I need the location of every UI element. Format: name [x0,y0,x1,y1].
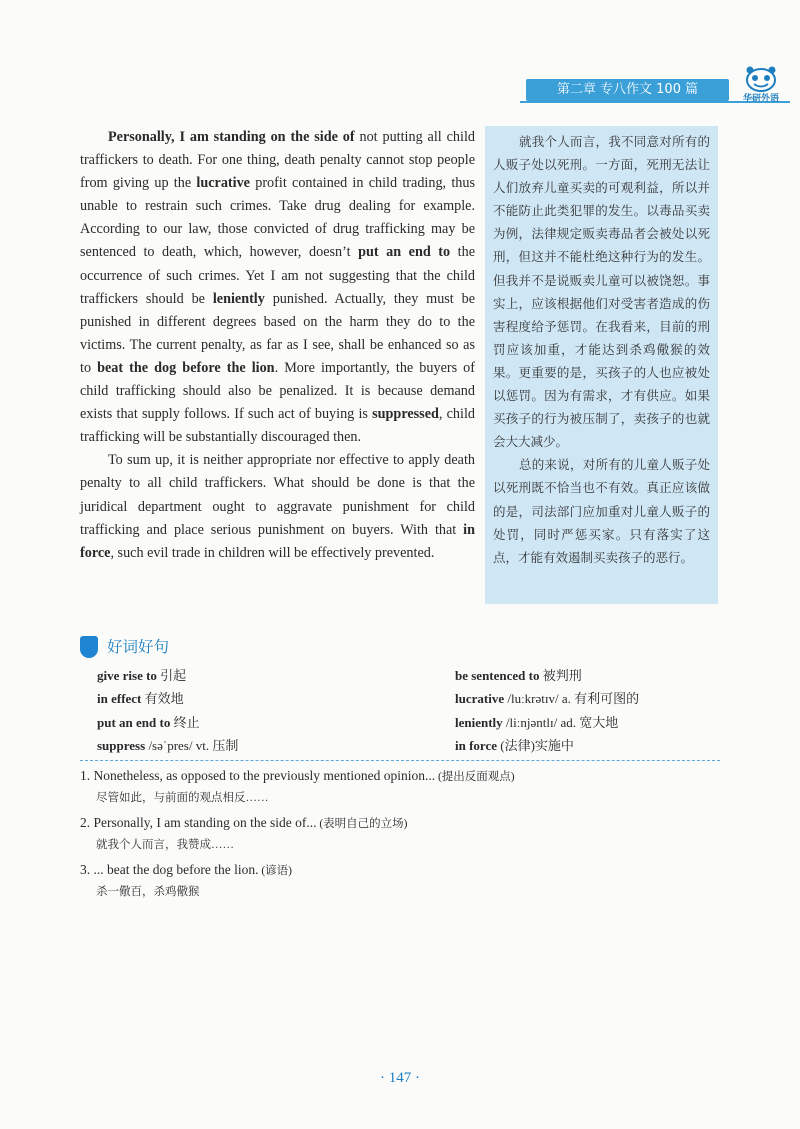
vocab-item: give rise to 引起 [97,668,187,683]
essay-keyword: in force [80,521,475,561]
vocab-list-right [455,664,755,757]
essay-text: , such evil trade in children will be effectively prevented. [110,544,435,561]
essay-text: punished. Actually, they must be punished in different degrees based on the harm they do to the victims. The current penalty, as far as I see, shall be enhanced so as to [80,290,475,376]
translation-paragraph-2: 总的来说，对所有的儿童人贩子处以死刑既不恰当也不有效。真正应该做的是，司法部门应加重对儿童人贩子的处罚，同时严惩买家。只有落实了这点，才能有效遏制买卖孩子的恶行。 [493,457,710,565]
essay-text: . More importantly, the buyers of child trafficking should also be penalized. It is because demand exists that supply follows. If such act of buying is [80,359,475,423]
translation-paragraph-1: 就我个人而言，我不同意对所有的人贩子处以死刑。一方面，死刑无法让人们放弃儿童买卖的可观利益，所以并不能防止此类犯罪的发生。以毒品买卖为例，法律规定贩卖毒品者会被处以死刑，但这并不能杜绝这种行为的发生。但我并不是说贩卖儿童可以被饶恕。事实上，应该根据他们对受害者造成的伤害程度给予惩罚。在我看来，目前的刑罚应该加重，才能达到杀鸡儆猴的效果。更重要的是，买孩子的人也应被处以惩罚。因为有需求，才有供应。如果买孩子的行为被压制了，卖孩子的也就会大大减少。 [493,134,710,450]
page-number: · 147 · [380,1070,420,1086]
essay-text: the occurrence of such crimes. Yet I am not suggesting that the child traffickers should be [80,244,475,307]
essay-paragraph-2 [80,449,475,564]
bookmark-icon [80,636,98,658]
vocab-item: suppress /səˈpres/ vt. 压制 [97,737,239,753]
vocab-item: in force (法律)实施中 [455,737,574,753]
translation-box [485,126,718,604]
essay-text: , child trafficking will be substantially discouraged then. [80,406,475,446]
vocab-item: put an end to 终止 [97,714,200,730]
essay-text: profit contained in child trading, thus unable to restrain such crimes. Take drug dealing for example. According to our law, those convicted of drug trafficking may be sentenced to death, which, however, doesn’t [80,175,475,261]
section-divider [80,760,720,761]
essay-text: To sum up, it is neither appropriate nor effective to apply death penalty to all child traffickers. What should be done is that the juridical department ought to aggravate punishment for child trafficking and place serious punishment on buyers. With that [80,452,475,538]
chapter-header: 第二章 专八作文 100 篇 [526,79,729,101]
vocab-item: in effect 有效地 [97,691,184,707]
vocab-item: be sentenced to 被判刑 [455,668,582,683]
essay-keyword: beat the dog before the lion [97,359,275,376]
phrase-item: 3. ... beat the dog before the lion. (谚语) 杀一儆百，杀鸡儆猴 [80,862,292,898]
essay-keyword: suppressed [372,406,439,423]
vocab-list-left [97,664,437,757]
essay-paragraph-1 [80,126,475,449]
essay-body [80,126,475,565]
essay-text: not putting all child traffickers to death. For one thing, death penalty cannot stop people from giving up the [80,129,475,192]
phrase-item: 2. Personally, I am standing on the side of... (表明自己的立场) 就我个人而言，我赞成…… [80,815,408,851]
essay-keyword: lucrative [196,175,250,192]
essay-keyword: leniently [212,290,265,307]
essay-keyword: put an end to [358,244,451,261]
phrase-item: 1. Nonetheless, as opposed to the previously mentioned opinion... (提出反面观点) 尽管如此，与前面的观点相反…… [80,768,515,804]
vocab-item: leniently /liːnjəntlɪ/ ad. 宽大地 [455,714,619,730]
essay-keyword: Personally, I am standing on the side of [108,129,355,145]
phrase-list [80,765,720,906]
vocab-item: lucrative /luːkrətɪv/ a. 有利可图的 [455,691,640,707]
brand-name: 华研外语 [742,94,779,104]
section-title: 好词好句 [107,638,170,656]
